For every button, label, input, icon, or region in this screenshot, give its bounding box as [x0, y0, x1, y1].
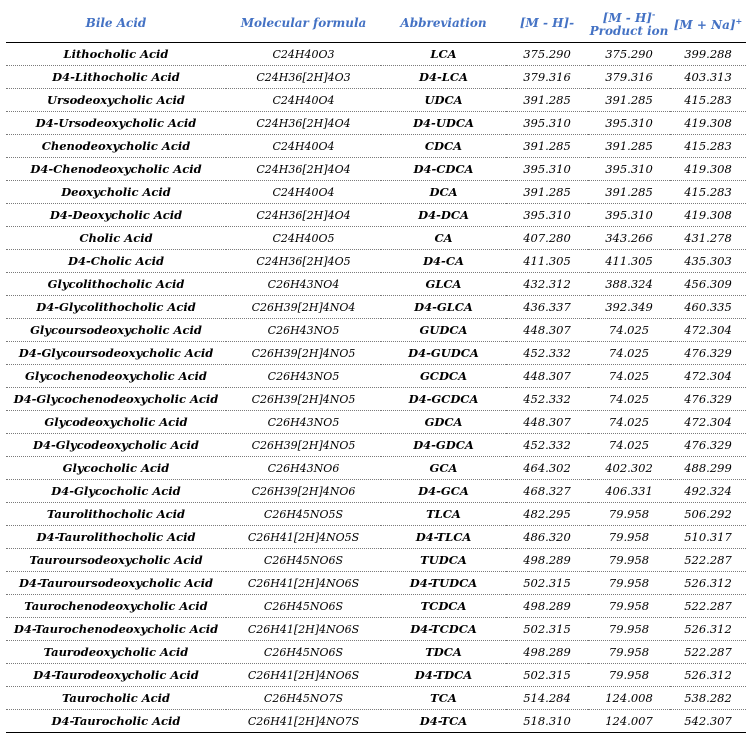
- cell-abbreviation: TLCA: [381, 503, 506, 526]
- cell-bile-acid: Glycolithocholic Acid: [6, 273, 226, 296]
- cell-product-ion: 124.008: [588, 687, 670, 710]
- cell-abbreviation: CDCA: [381, 135, 506, 158]
- cell-molecular-formula: C26H39[2H]4NO5: [226, 434, 381, 457]
- cell-product-ion: 395.310: [588, 112, 670, 135]
- cell-bile-acid: Glycodeoxycholic Acid: [6, 411, 226, 434]
- cell-molecular-formula: C26H39[2H]4NO6: [226, 480, 381, 503]
- table-row: [6, 687, 746, 710]
- table-row: [6, 319, 746, 342]
- cell-bile-acid: D4-Taurolithocholic Acid: [6, 526, 226, 549]
- cell-m-plus-na: 419.308: [670, 158, 746, 181]
- table-row: [6, 158, 746, 181]
- cell-molecular-formula: C26H45NO5S: [226, 503, 381, 526]
- cell-m-plus-na: 506.292: [670, 503, 746, 526]
- table-row: [6, 135, 746, 158]
- cell-bile-acid: Taurolithocholic Acid: [6, 503, 226, 526]
- cell-molecular-formula: C26H41[2H]4NO6S: [226, 664, 381, 687]
- cell-abbreviation: GDCA: [381, 411, 506, 434]
- cell-abbreviation: D4-DCA: [381, 204, 506, 227]
- cell-product-ion: 79.958: [588, 503, 670, 526]
- cell-m-plus-na: 526.312: [670, 572, 746, 595]
- cell-bile-acid: Deoxycholic Acid: [6, 181, 226, 204]
- table-row: [6, 710, 746, 733]
- header-m-minus-h: [M - H]-: [506, 4, 588, 43]
- cell-m-plus-na: 476.329: [670, 388, 746, 411]
- table-row: [6, 572, 746, 595]
- cell-molecular-formula: C26H41[2H]4NO6S: [226, 572, 381, 595]
- header-m-plus-na: [670, 4, 746, 43]
- cell-bile-acid: D4-Glycolithocholic Acid: [6, 296, 226, 319]
- cell-product-ion: 391.285: [588, 135, 670, 158]
- cell-m-plus-na: 435.303: [670, 250, 746, 273]
- cell-m-minus-h: 395.310: [506, 204, 588, 227]
- table-header: [6, 4, 746, 43]
- table-row: [6, 181, 746, 204]
- cell-molecular-formula: C24H36[2H]4O4: [226, 204, 381, 227]
- cell-molecular-formula: C24H36[2H]4O4: [226, 158, 381, 181]
- cell-molecular-formula: C26H45NO7S: [226, 687, 381, 710]
- cell-bile-acid: D4-Glycoursodeoxycholic Acid: [6, 342, 226, 365]
- cell-bile-acid: Chenodeoxycholic Acid: [6, 135, 226, 158]
- cell-molecular-formula: C26H45NO6S: [226, 641, 381, 664]
- table-body: [6, 43, 746, 733]
- cell-m-minus-h: 379.316: [506, 66, 588, 89]
- cell-product-ion: 79.958: [588, 526, 670, 549]
- header-abbreviation: Abbreviation: [381, 4, 506, 43]
- table-row: [6, 43, 746, 66]
- cell-abbreviation: D4-CDCA: [381, 158, 506, 181]
- cell-m-plus-na: 399.288: [670, 43, 746, 66]
- cell-molecular-formula: C26H41[2H]4NO6S: [226, 618, 381, 641]
- cell-product-ion: 79.958: [588, 664, 670, 687]
- table-row: [6, 411, 746, 434]
- cell-m-plus-na: 510.317: [670, 526, 746, 549]
- cell-abbreviation: D4-LCA: [381, 66, 506, 89]
- header-product-ion-sup: -: [651, 9, 656, 19]
- cell-bile-acid: Cholic Acid: [6, 227, 226, 250]
- cell-m-minus-h: 432.312: [506, 273, 588, 296]
- cell-product-ion: 411.305: [588, 250, 670, 273]
- cell-product-ion: 74.025: [588, 319, 670, 342]
- cell-molecular-formula: C26H39[2H]4NO4: [226, 296, 381, 319]
- cell-bile-acid: D4-Taurodeoxycholic Acid: [6, 664, 226, 687]
- cell-abbreviation: D4-TCA: [381, 710, 506, 733]
- cell-product-ion: 74.025: [588, 365, 670, 388]
- cell-molecular-formula: C26H45NO6S: [226, 595, 381, 618]
- cell-m-plus-na: 456.309: [670, 273, 746, 296]
- cell-m-minus-h: 391.285: [506, 181, 588, 204]
- cell-product-ion: 391.285: [588, 181, 670, 204]
- cell-m-minus-h: 407.280: [506, 227, 588, 250]
- cell-m-plus-na: 415.283: [670, 135, 746, 158]
- cell-abbreviation: TCDCA: [381, 595, 506, 618]
- cell-bile-acid: Taurocholic Acid: [6, 687, 226, 710]
- cell-m-minus-h: 502.315: [506, 618, 588, 641]
- cell-product-ion: 79.958: [588, 572, 670, 595]
- cell-m-plus-na: 460.335: [670, 296, 746, 319]
- table-row: [6, 503, 746, 526]
- cell-bile-acid: D4-Deoxycholic Acid: [6, 204, 226, 227]
- cell-m-plus-na: 488.299: [670, 457, 746, 480]
- cell-m-plus-na: 492.324: [670, 480, 746, 503]
- table-row: [6, 549, 746, 572]
- cell-bile-acid: D4-Ursodeoxycholic Acid: [6, 112, 226, 135]
- cell-molecular-formula: C24H36[2H]4O5: [226, 250, 381, 273]
- cell-abbreviation: D4-TUDCA: [381, 572, 506, 595]
- cell-product-ion: 379.316: [588, 66, 670, 89]
- cell-abbreviation: D4-GUDCA: [381, 342, 506, 365]
- cell-abbreviation: D4-TDCA: [381, 664, 506, 687]
- cell-molecular-formula: C26H43NO5: [226, 365, 381, 388]
- cell-product-ion: 124.007: [588, 710, 670, 733]
- cell-m-minus-h: 518.310: [506, 710, 588, 733]
- table-row: [6, 204, 746, 227]
- cell-bile-acid: D4-Glycochenodeoxycholic Acid: [6, 388, 226, 411]
- cell-abbreviation: GCA: [381, 457, 506, 480]
- cell-m-minus-h: 464.302: [506, 457, 588, 480]
- cell-bile-acid: D4-Lithocholic Acid: [6, 66, 226, 89]
- cell-m-plus-na: 415.283: [670, 89, 746, 112]
- bile-acid-table: [6, 4, 746, 733]
- cell-bile-acid: D4-Taurocholic Acid: [6, 710, 226, 733]
- cell-m-plus-na: 472.304: [670, 365, 746, 388]
- cell-bile-acid: Glycoursodeoxycholic Acid: [6, 319, 226, 342]
- table-row: [6, 641, 746, 664]
- cell-molecular-formula: C24H40O3: [226, 43, 381, 66]
- cell-m-plus-na: 419.308: [670, 112, 746, 135]
- table-row: [6, 618, 746, 641]
- cell-bile-acid: Tauroursodeoxycholic Acid: [6, 549, 226, 572]
- cell-product-ion: 74.025: [588, 388, 670, 411]
- cell-product-ion: 391.285: [588, 89, 670, 112]
- table-row: [6, 250, 746, 273]
- cell-molecular-formula: C24H40O4: [226, 135, 381, 158]
- cell-abbreviation: LCA: [381, 43, 506, 66]
- cell-m-minus-h: 452.332: [506, 434, 588, 457]
- cell-abbreviation: UDCA: [381, 89, 506, 112]
- cell-product-ion: 343.266: [588, 227, 670, 250]
- cell-abbreviation: GLCA: [381, 273, 506, 296]
- cell-molecular-formula: C26H43NO4: [226, 273, 381, 296]
- cell-m-minus-h: 498.289: [506, 595, 588, 618]
- cell-molecular-formula: C26H41[2H]4NO7S: [226, 710, 381, 733]
- cell-abbreviation: D4-CA: [381, 250, 506, 273]
- cell-m-minus-h: 482.295: [506, 503, 588, 526]
- table-row: [6, 227, 746, 250]
- cell-molecular-formula: C26H39[2H]4NO5: [226, 388, 381, 411]
- table-row: [6, 365, 746, 388]
- table-row: [6, 595, 746, 618]
- cell-m-plus-na: 476.329: [670, 342, 746, 365]
- cell-abbreviation: GUDCA: [381, 319, 506, 342]
- cell-m-minus-h: 395.310: [506, 158, 588, 181]
- cell-m-plus-na: 526.312: [670, 618, 746, 641]
- table-row: [6, 480, 746, 503]
- cell-bile-acid: Taurodeoxycholic Acid: [6, 641, 226, 664]
- cell-m-minus-h: 436.337: [506, 296, 588, 319]
- cell-m-plus-na: 476.329: [670, 434, 746, 457]
- cell-abbreviation: TCA: [381, 687, 506, 710]
- cell-bile-acid: D4-Glycocholic Acid: [6, 480, 226, 503]
- cell-bile-acid: D4-Tauroursodeoxycholic Acid: [6, 572, 226, 595]
- table-row: [6, 342, 746, 365]
- header-product-ion: [588, 4, 670, 43]
- cell-abbreviation: DCA: [381, 181, 506, 204]
- cell-m-plus-na: 522.287: [670, 595, 746, 618]
- cell-product-ion: 79.958: [588, 618, 670, 641]
- cell-abbreviation: D4-TCDCA: [381, 618, 506, 641]
- cell-product-ion: 388.324: [588, 273, 670, 296]
- cell-bile-acid: D4-Glycodeoxycholic Acid: [6, 434, 226, 457]
- cell-molecular-formula: C24H40O5: [226, 227, 381, 250]
- cell-m-minus-h: 395.310: [506, 112, 588, 135]
- table-row: [6, 526, 746, 549]
- cell-product-ion: 392.349: [588, 296, 670, 319]
- header-product-ion-top: [M - H]: [602, 11, 652, 25]
- cell-bile-acid: Taurochenodeoxycholic Acid: [6, 595, 226, 618]
- cell-m-plus-na: 522.287: [670, 549, 746, 572]
- cell-product-ion: 375.290: [588, 43, 670, 66]
- cell-product-ion: 79.958: [588, 595, 670, 618]
- cell-abbreviation: TUDCA: [381, 549, 506, 572]
- cell-product-ion: 74.025: [588, 434, 670, 457]
- cell-m-plus-na: 403.313: [670, 66, 746, 89]
- header-molecular-formula: Molecular formula: [226, 4, 381, 43]
- table-row: [6, 66, 746, 89]
- cell-product-ion: 79.958: [588, 641, 670, 664]
- cell-m-minus-h: 486.320: [506, 526, 588, 549]
- cell-m-minus-h: 448.307: [506, 411, 588, 434]
- table-row: [6, 388, 746, 411]
- cell-product-ion: 74.025: [588, 342, 670, 365]
- table-row: [6, 457, 746, 480]
- table-row: [6, 296, 746, 319]
- table-row: [6, 273, 746, 296]
- cell-abbreviation: D4-GCDCA: [381, 388, 506, 411]
- cell-product-ion: 74.025: [588, 411, 670, 434]
- cell-m-minus-h: 375.290: [506, 43, 588, 66]
- cell-bile-acid: D4-Cholic Acid: [6, 250, 226, 273]
- cell-m-minus-h: 498.289: [506, 549, 588, 572]
- cell-bile-acid: Lithocholic Acid: [6, 43, 226, 66]
- cell-molecular-formula: C26H45NO6S: [226, 549, 381, 572]
- cell-bile-acid: D4-Taurochenodeoxycholic Acid: [6, 618, 226, 641]
- cell-m-minus-h: 452.332: [506, 342, 588, 365]
- cell-abbreviation: CA: [381, 227, 506, 250]
- cell-m-plus-na: 522.287: [670, 641, 746, 664]
- cell-molecular-formula: C24H36[2H]4O4: [226, 112, 381, 135]
- cell-molecular-formula: C24H40O4: [226, 181, 381, 204]
- cell-m-minus-h: 448.307: [506, 319, 588, 342]
- cell-m-plus-na: 415.283: [670, 181, 746, 204]
- header-m-plus-na-sup: +: [735, 15, 743, 26]
- cell-abbreviation: D4-TLCA: [381, 526, 506, 549]
- cell-abbreviation: D4-GLCA: [381, 296, 506, 319]
- cell-m-minus-h: 514.284: [506, 687, 588, 710]
- cell-molecular-formula: C24H36[2H]4O3: [226, 66, 381, 89]
- cell-product-ion: 395.310: [588, 204, 670, 227]
- cell-molecular-formula: C24H40O4: [226, 89, 381, 112]
- cell-bile-acid: Glycochenodeoxycholic Acid: [6, 365, 226, 388]
- cell-m-plus-na: 431.278: [670, 227, 746, 250]
- cell-m-minus-h: 502.315: [506, 572, 588, 595]
- header-product-ion-bottom: Product ion: [589, 24, 669, 38]
- cell-m-plus-na: 538.282: [670, 687, 746, 710]
- cell-m-plus-na: 419.308: [670, 204, 746, 227]
- cell-m-minus-h: 502.315: [506, 664, 588, 687]
- cell-product-ion: 406.331: [588, 480, 670, 503]
- cell-bile-acid: Glycocholic Acid: [6, 457, 226, 480]
- header-m-plus-na-text: [M + Na]: [673, 17, 736, 32]
- cell-molecular-formula: C26H39[2H]4NO5: [226, 342, 381, 365]
- cell-m-minus-h: 498.289: [506, 641, 588, 664]
- header-bile-acid: Bile Acid: [6, 4, 226, 43]
- cell-product-ion: 402.302: [588, 457, 670, 480]
- header-row: [6, 4, 746, 43]
- table-row: [6, 112, 746, 135]
- cell-m-minus-h: 391.285: [506, 89, 588, 112]
- cell-m-minus-h: 468.327: [506, 480, 588, 503]
- cell-product-ion: 395.310: [588, 158, 670, 181]
- cell-m-plus-na: 526.312: [670, 664, 746, 687]
- cell-molecular-formula: C26H43NO6: [226, 457, 381, 480]
- table-row: [6, 89, 746, 112]
- cell-abbreviation: D4-UDCA: [381, 112, 506, 135]
- cell-product-ion: 79.958: [588, 549, 670, 572]
- cell-abbreviation: D4-GCA: [381, 480, 506, 503]
- cell-abbreviation: GCDCA: [381, 365, 506, 388]
- cell-m-minus-h: 448.307: [506, 365, 588, 388]
- cell-m-minus-h: 452.332: [506, 388, 588, 411]
- cell-bile-acid: D4-Chenodeoxycholic Acid: [6, 158, 226, 181]
- cell-molecular-formula: C26H43NO5: [226, 411, 381, 434]
- cell-bile-acid: Ursodeoxycholic Acid: [6, 89, 226, 112]
- cell-m-plus-na: 542.307: [670, 710, 746, 733]
- table-row: [6, 664, 746, 687]
- table-row: [6, 434, 746, 457]
- cell-abbreviation: TDCA: [381, 641, 506, 664]
- cell-molecular-formula: C26H43NO5: [226, 319, 381, 342]
- cell-m-plus-na: 472.304: [670, 319, 746, 342]
- cell-molecular-formula: C26H41[2H]4NO5S: [226, 526, 381, 549]
- cell-abbreviation: D4-GDCA: [381, 434, 506, 457]
- cell-m-plus-na: 472.304: [670, 411, 746, 434]
- cell-m-minus-h: 391.285: [506, 135, 588, 158]
- cell-m-minus-h: 411.305: [506, 250, 588, 273]
